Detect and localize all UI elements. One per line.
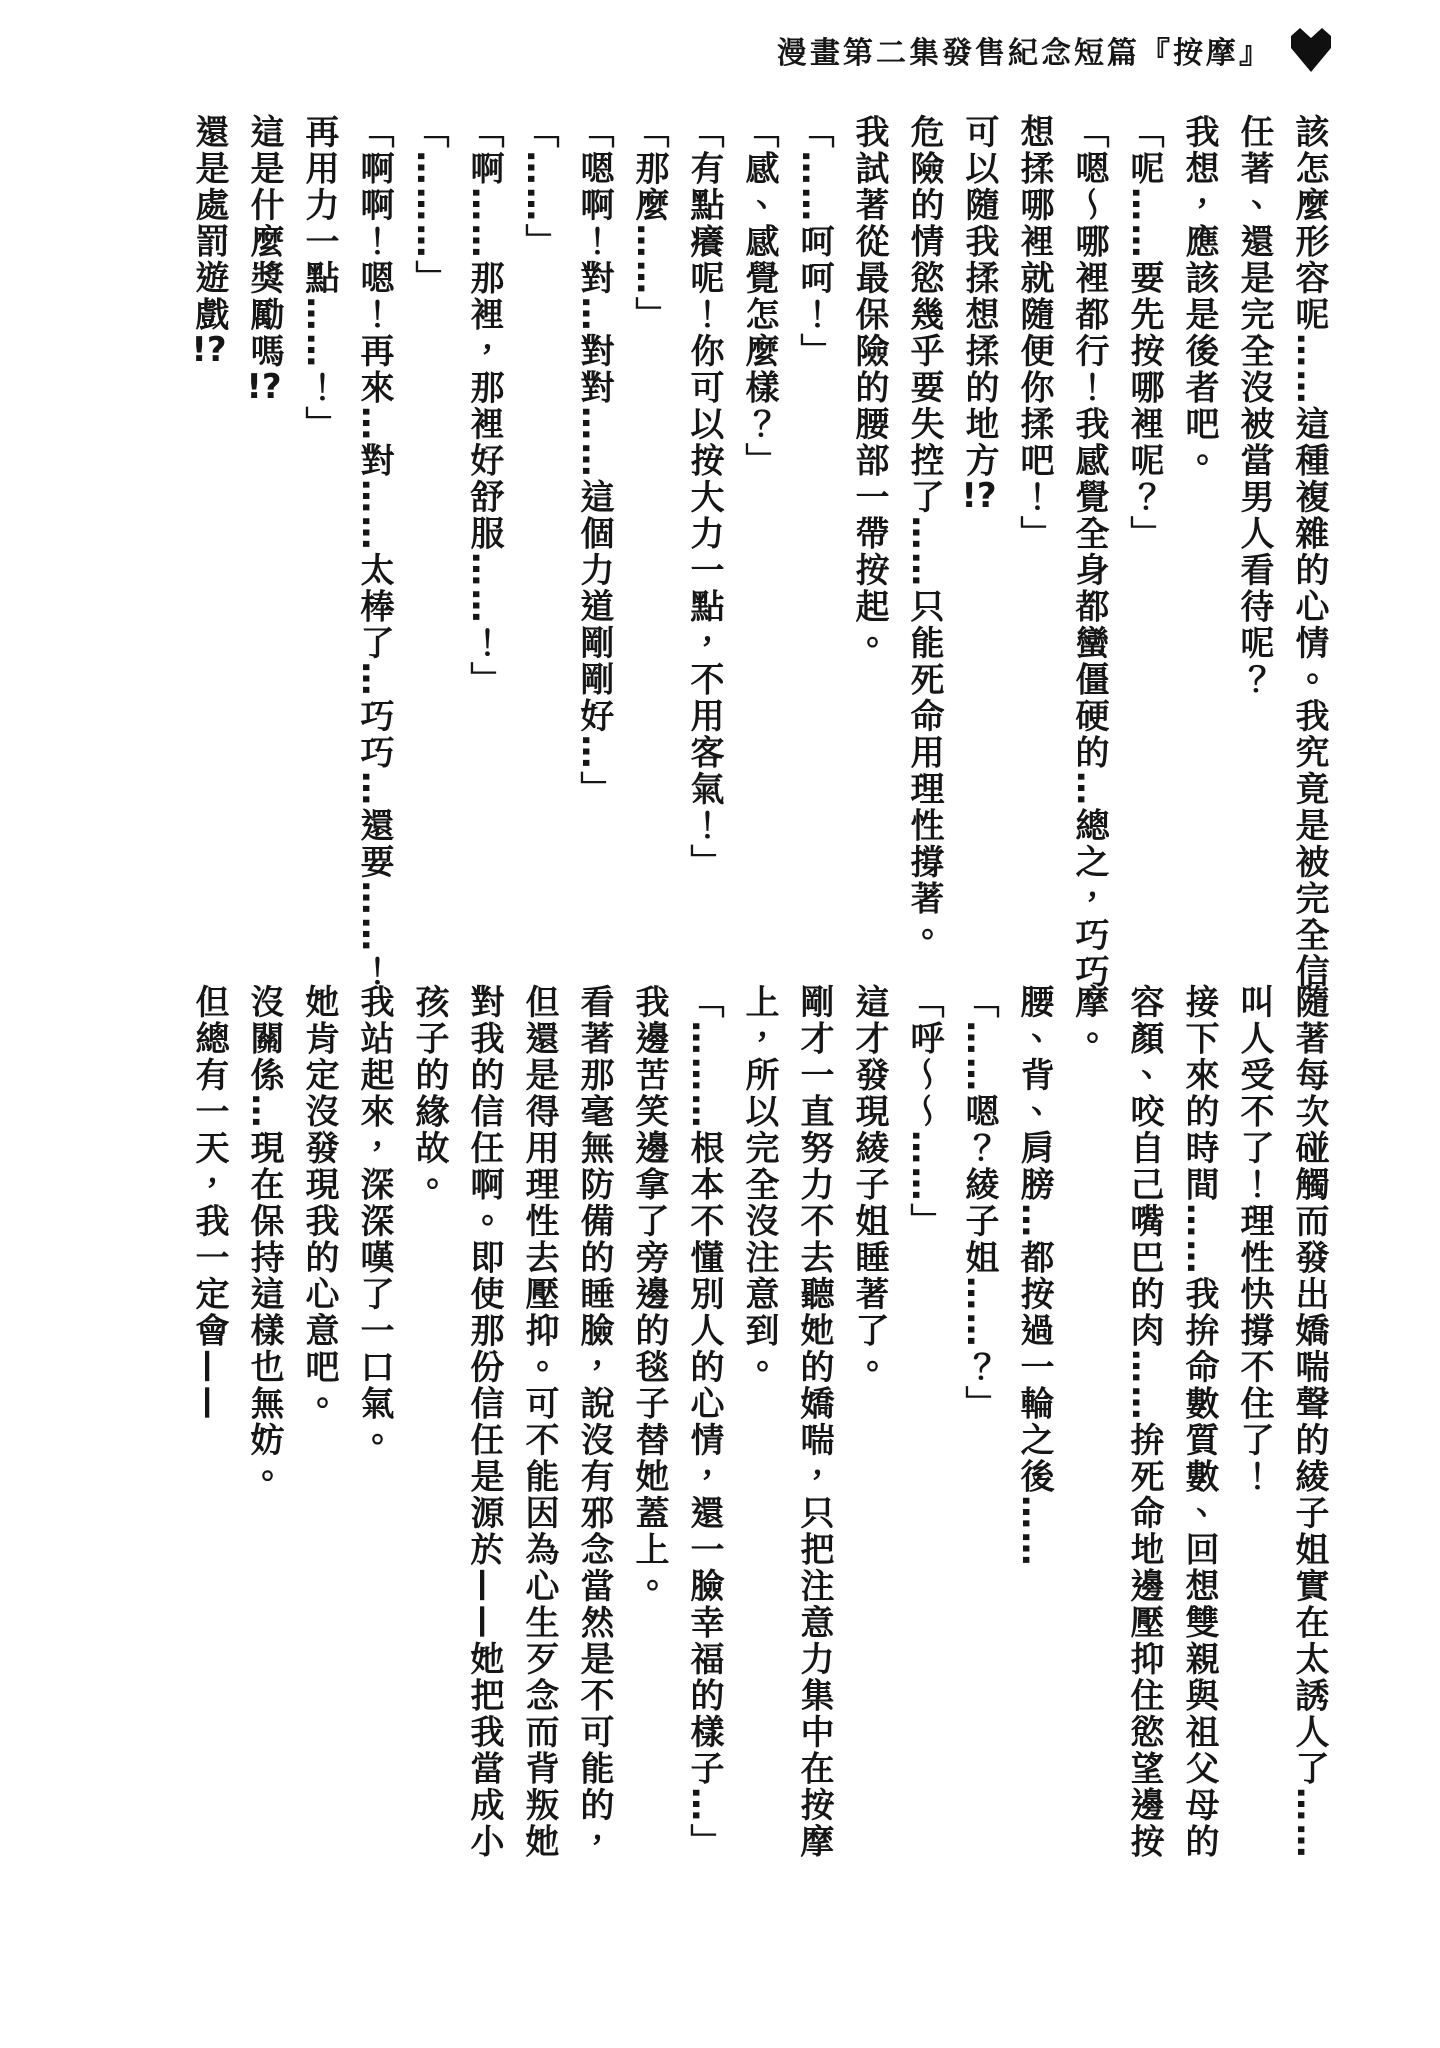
heart-icon (1288, 26, 1334, 74)
text-column: 「感、感覺怎麼樣？」 (739, 114, 779, 479)
text-column: 任著、還是完全沒被當男人看待呢？ (1234, 114, 1274, 698)
tate-chu-yoko: !? (191, 333, 227, 367)
text-column: 腰、背、肩膀…都按過一輪之後…… (1014, 984, 1054, 1568)
text-column: 對我的信任啊。即使那份信任是源於——她把我當成小 (464, 984, 504, 1860)
text-column: 但總有一天，我一定會—— (189, 984, 229, 1422)
text-column: 「有點癢呢！你可以按大力一點，不用客氣！」 (684, 114, 724, 881)
text-column: 想揉哪裡就隨便你揉吧！」 (1014, 114, 1054, 552)
text-column: 上，所以完全沒注意到。 (739, 984, 779, 1386)
text-column: 剛才一直努力不去聽她的嬌喘，只把注意力集中在按摩 (794, 984, 834, 1860)
text-column: 叫人受不了！理性快撐不住了！ (1234, 984, 1274, 1495)
text-column: 「呢……要先按哪裡呢？」 (1124, 114, 1164, 552)
text-column: 「……嗯？綾子姐……？」 (959, 984, 999, 1422)
text-column: 看著那毫無防備的睡臉，說沒有邪念當然是不可能的， (574, 984, 614, 1860)
text-column: 「………根本不懂別人的心情，還一臉幸福的樣子…」 (684, 984, 724, 1860)
text-column: 還是處罰遊戲!? (189, 114, 229, 367)
text-column: 我邊苦笑邊拿了旁邊的毯子替她蓋上。 (629, 984, 669, 1605)
text-column: 「啊……那裡，那裡好舒服……！」 (464, 114, 504, 698)
text-column: 「嗯啊！對…對對……這個力道剛剛好…」 (574, 114, 614, 808)
text-column: 摩。 (1069, 984, 1109, 1057)
text-column: 再用力一點……！」 (299, 114, 339, 443)
page-title: 漫畫第二集發售紀念短篇『按摩』 (777, 36, 1272, 71)
text-column: 但還是得用理性去壓抑。可不能因為心生歹念而背叛她 (519, 984, 559, 1860)
text-block-top (181, 114, 1336, 996)
text-column: 我站起來，深深嘆了一口氣。 (354, 984, 394, 1459)
text-column: 「那麼……」 (629, 114, 669, 333)
text-column: 「嗯～哪裡都行！我感覺全身都蠻僵硬的…總之，巧巧 (1069, 114, 1109, 990)
text-column: 她肯定沒發現我的心意吧。 (299, 984, 339, 1422)
text-column: 孩子的緣故。 (409, 984, 449, 1203)
text-column: 可以隨我揉想揉的地方!? (959, 114, 999, 513)
text-column: 這才發現綾子姐睡著了。 (849, 984, 889, 1386)
tate-chu-yoko: !? (246, 369, 282, 404)
page-header (777, 26, 1334, 74)
text-column: 沒關係…現在保持這樣也無妨。 (244, 984, 284, 1495)
tate-chu-yoko: !? (961, 479, 997, 513)
text-column: 「呼～～……」 (904, 984, 944, 1240)
text-column: 容顏、咬自己嘴巴的肉……拚死命地邊壓抑住慾望邊按 (1124, 984, 1164, 1860)
text-column: 我想，應該是後者吧。 (1179, 114, 1219, 479)
text-column: 危險的情慾幾乎要失控了……只能死命用理性撐著。 (904, 114, 944, 954)
text-column: 該怎麼形容呢……這種複雜的心情。我究竟是被完全信 (1289, 114, 1329, 990)
text-column: 「……」 (519, 114, 559, 260)
text-column: 接下來的時間……我拚命數質數、回想雙親與祖父母的 (1179, 984, 1219, 1860)
text-column: 「……呵呵！」 (794, 114, 834, 370)
text-block-bottom (181, 984, 1336, 1866)
text-column: 我試著從最保險的腰部一帶按起。 (849, 114, 889, 662)
text-column: 「………」 (409, 114, 449, 297)
text-column: 隨著每次碰觸而發出嬌喘聲的綾子姐實在太誘人了…… (1289, 984, 1329, 1860)
text-column: 「啊啊！嗯！再來…對……太棒了…巧巧…還要……！ (354, 114, 394, 990)
text-column: 這是什麼獎勵嗎!? (244, 114, 284, 404)
